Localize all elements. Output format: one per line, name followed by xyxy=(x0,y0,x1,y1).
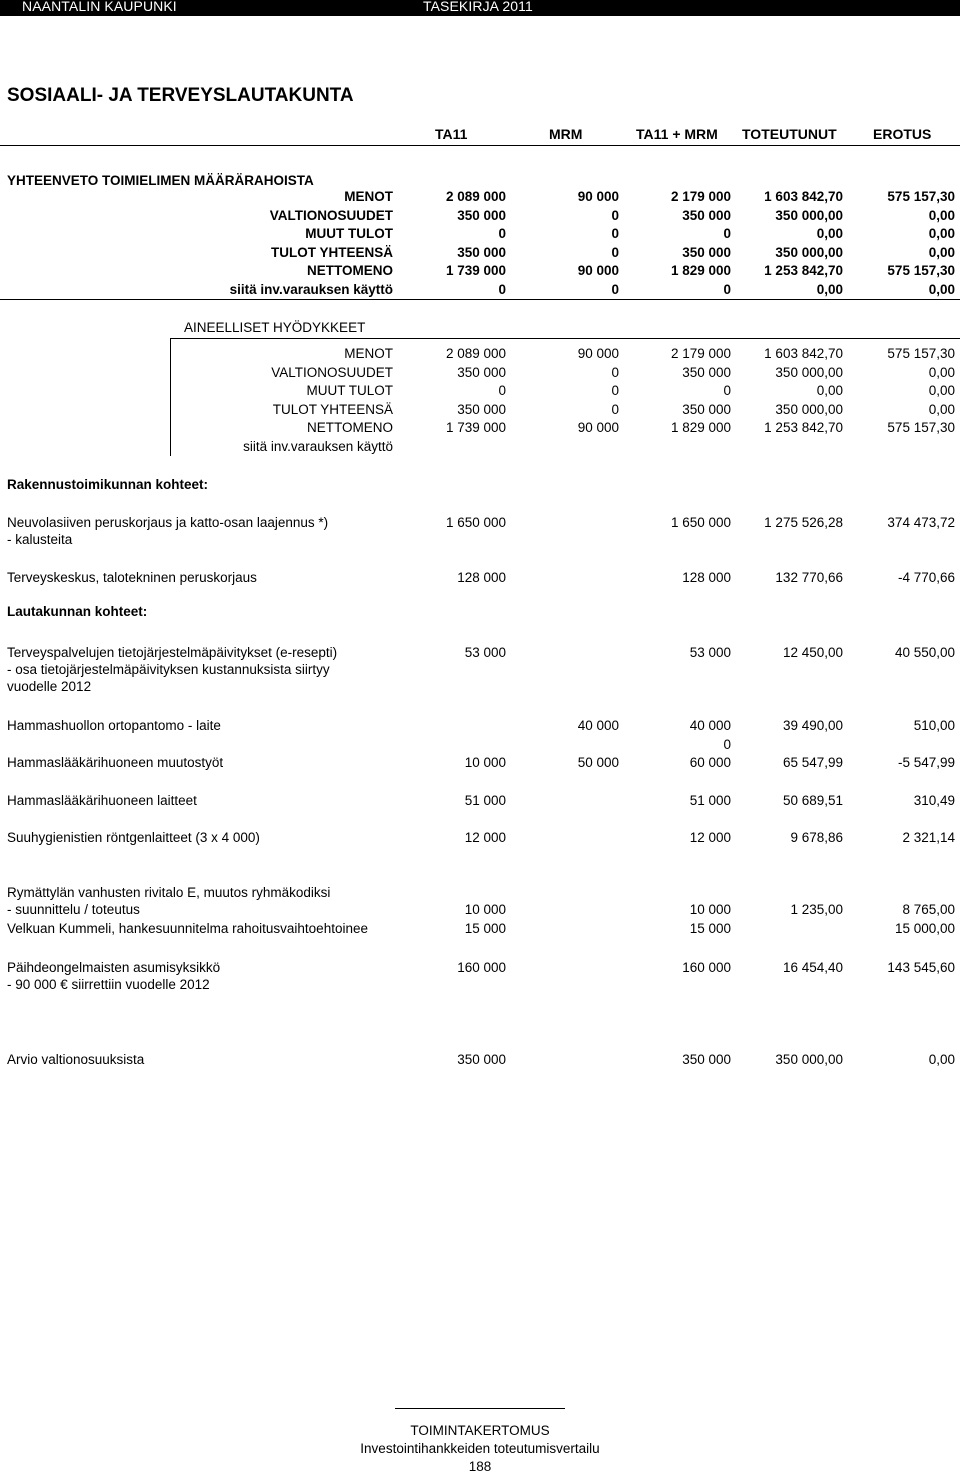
cell-value: 2 089 000 xyxy=(445,346,506,361)
row-label: MENOT xyxy=(344,346,393,361)
building-committee-heading: Rakennustoimikunnan kohteet: xyxy=(7,477,209,492)
cell-value: 40 000 xyxy=(689,718,731,733)
project-name: Arvio valtionosuuksista xyxy=(7,1052,145,1067)
cell-value: 0 xyxy=(723,281,731,297)
cell-value: 0 xyxy=(611,226,619,241)
cell-value: 350 000 xyxy=(682,207,731,223)
project-row xyxy=(0,1052,960,1070)
cell-value: 0 xyxy=(498,383,506,398)
cell-value: 60 000 xyxy=(689,755,731,770)
summary-heading: YHTEENVETO TOIMIELIMEN MÄÄRÄRAHOISTA xyxy=(7,173,314,188)
project-row xyxy=(0,718,960,752)
project-note: - osa tietojärjestelmäpäivityksen kustannuksista siirtyy xyxy=(7,662,330,677)
project-name: Neuvolasiiven peruskorjaus ja katto-osan laajennus *) xyxy=(7,515,329,530)
cell-value: 0,00 xyxy=(928,1052,955,1067)
cell-value: 65 547,99 xyxy=(782,755,843,770)
cell-value: 510,00 xyxy=(913,718,955,733)
table-row xyxy=(0,402,960,420)
cell-value: 0 xyxy=(611,207,619,223)
cell-value: 0,00 xyxy=(928,226,955,241)
cell-value: 350 000 xyxy=(457,244,506,260)
cell-value: 1 603 842,70 xyxy=(764,189,843,204)
cell-value: 2 321,14 xyxy=(902,830,955,845)
cell-value: 128 000 xyxy=(457,570,506,585)
cell-value: 51 000 xyxy=(464,793,506,808)
cell-value: 1 829 000 xyxy=(670,420,731,435)
summary-rule xyxy=(0,299,960,300)
cell-value: 40 000 xyxy=(577,718,619,733)
project-name: Rymättylän vanhusten rivitalo E, muutos ryhmäkodiksi xyxy=(7,885,331,900)
cell-value: 1 603 842,70 xyxy=(764,346,843,361)
cell-value: -4 770,66 xyxy=(897,570,955,585)
cell-value: 0 xyxy=(723,383,731,398)
row-label: TULOT YHTEENSÄ xyxy=(272,401,393,417)
cell-value: 350 000 xyxy=(682,1052,731,1067)
footer-section-title: TOIMINTAKERTOMUS xyxy=(410,1423,550,1438)
project-name: Terveyskeskus, talotekninen peruskorjaus xyxy=(7,570,257,585)
cell-value: 128 000 xyxy=(682,570,731,585)
cell-value: 350 000 xyxy=(682,244,731,260)
table-row xyxy=(0,189,960,207)
row-label: MENOT xyxy=(344,189,393,204)
cell-value: 1 253 842,70 xyxy=(764,420,843,435)
table-row xyxy=(0,208,960,226)
cell-value: 350 000 xyxy=(457,1052,506,1067)
cell-value: 0,00 xyxy=(928,364,955,380)
table-row xyxy=(0,282,960,300)
cell-value: 40 550,00 xyxy=(894,645,955,660)
column-header-ta11: TA11 xyxy=(435,126,468,142)
row-label: MUUT TULOT xyxy=(305,226,393,241)
cell-value: 2 089 000 xyxy=(445,189,506,204)
table-row xyxy=(0,245,960,263)
project-name: Hammaslääkärihuoneen laitteet xyxy=(7,793,197,808)
cell-value: 0 xyxy=(723,226,731,241)
cell-value: 575 157,30 xyxy=(887,420,955,435)
cell-value: 0 xyxy=(611,401,619,417)
cell-value: 1 235,00 xyxy=(790,902,843,917)
cell-value: 9 678,86 xyxy=(790,830,843,845)
cell-value: 0,00 xyxy=(928,281,955,297)
row-label: TULOT YHTEENSÄ xyxy=(270,244,393,260)
cell-value: 2 179 000 xyxy=(670,346,731,361)
cell-value: 143 545,60 xyxy=(887,960,955,975)
cell-value: 39 490,00 xyxy=(782,718,843,733)
cell-value: 90 000 xyxy=(577,346,619,361)
cell-value: 15 000 xyxy=(464,921,506,936)
project-note: vuodelle 2012 xyxy=(7,679,92,694)
column-header-mrm: MRM xyxy=(549,126,583,142)
cell-value: 15 000 xyxy=(689,921,731,936)
board-heading: Lautakunnan kohteet: xyxy=(7,604,148,619)
document-header-bar xyxy=(0,0,960,16)
cell-value: 350 000,00 xyxy=(775,244,843,260)
cell-value: 2 179 000 xyxy=(670,189,731,204)
cell-value: 1 829 000 xyxy=(670,263,731,278)
cell-value: 575 157,30 xyxy=(887,189,955,204)
cell-value: 1 739 000 xyxy=(445,420,506,435)
organization-name: NAANTALIN KAUPUNKI xyxy=(22,0,177,14)
cell-value: 374 473,72 xyxy=(887,515,955,530)
cell-value: 0 xyxy=(498,226,506,241)
table-row xyxy=(0,383,960,401)
cell-value: 160 000 xyxy=(682,960,731,975)
cell-value: 0 xyxy=(611,364,619,380)
cell-value: 0,00 xyxy=(816,281,843,297)
cell-value: 160 000 xyxy=(457,960,506,975)
project-row xyxy=(0,960,960,992)
page-number: 188 xyxy=(468,1459,492,1474)
cell-value: 0,00 xyxy=(816,383,843,398)
project-name: Hammashuollon ortopantomo - laite xyxy=(7,718,221,733)
row-label: NETTOMENO xyxy=(306,263,393,278)
column-header-toteutunut: TOTEUTUNUT xyxy=(742,126,837,142)
project-row xyxy=(0,885,960,917)
cell-value: 16 454,40 xyxy=(782,960,843,975)
column-header-erotus: EROTUS xyxy=(873,126,932,142)
project-row xyxy=(0,515,960,547)
project-name: Velkuan Kummeli, hankesuunnitelma rahoitusvaihtoehtoinee xyxy=(7,921,368,936)
cell-value: 53 000 xyxy=(464,645,506,660)
cell-value: 12 000 xyxy=(464,830,506,845)
cell-value: 350 000 xyxy=(457,207,506,223)
project-row xyxy=(0,830,960,848)
cell-value: 1 650 000 xyxy=(445,515,506,530)
cell-value: 0 xyxy=(611,281,619,297)
row-label: siitä inv.varauksen käyttö xyxy=(229,281,393,297)
row-label: siitä inv.varauksen käyttö xyxy=(243,438,393,454)
row-label: VALTIONOSUUDET xyxy=(271,364,393,380)
project-name: Hammaslääkärihuoneen muutostyöt xyxy=(7,755,224,770)
cell-value: 0 xyxy=(723,737,731,752)
row-label: VALTIONOSUUDET xyxy=(269,207,393,223)
table-row xyxy=(0,263,960,281)
cell-value: 1 275 526,28 xyxy=(764,515,843,530)
cell-value: 575 157,30 xyxy=(887,263,955,278)
cell-value: 51 000 xyxy=(689,793,731,808)
project-row xyxy=(0,645,960,694)
cell-value: 132 770,66 xyxy=(775,570,843,585)
project-row xyxy=(0,921,960,939)
cell-value: 0,00 xyxy=(816,226,843,241)
cell-value: 90 000 xyxy=(577,189,619,204)
footer-subtitle: Investointihankkeiden toteutumisvertailu xyxy=(360,1441,600,1456)
cell-value: 50 000 xyxy=(577,755,619,770)
assets-heading: AINEELLISET HYÖDYKKEET xyxy=(184,320,366,335)
cell-value: 0 xyxy=(498,281,506,297)
cell-value: 90 000 xyxy=(577,263,619,278)
project-name: Suuhygienistien röntgenlaitteet (3 x 4 000) xyxy=(7,830,260,845)
header-rule xyxy=(0,145,960,146)
table-row xyxy=(0,365,960,383)
cell-value: 350 000,00 xyxy=(775,1052,843,1067)
cell-value: 10 000 xyxy=(464,902,506,917)
cell-value: 350 000,00 xyxy=(775,364,843,380)
cell-value: -5 547,99 xyxy=(897,755,955,770)
cell-value: 10 000 xyxy=(464,755,506,770)
row-label: NETTOMENO xyxy=(306,420,393,435)
cell-value: 0,00 xyxy=(928,207,955,223)
footer-rule xyxy=(395,1408,565,1409)
cell-value: 12 000 xyxy=(689,830,731,845)
cell-value: 310,49 xyxy=(913,793,955,808)
page-title: SOSIAALI- JA TERVEYSLAUTAKUNTA xyxy=(7,85,354,106)
document-title: TASEKIRJA 2011 xyxy=(423,0,533,14)
cell-value: 0 xyxy=(611,244,619,260)
cell-value: 50 689,51 xyxy=(782,793,843,808)
cell-value: 10 000 xyxy=(689,902,731,917)
project-row xyxy=(0,570,960,588)
cell-value: 0,00 xyxy=(928,244,955,260)
cell-value: 15 000,00 xyxy=(894,921,955,936)
cell-value: 12 450,00 xyxy=(782,645,843,660)
project-row xyxy=(0,793,960,811)
project-note: - kalusteita xyxy=(7,532,73,547)
cell-value: 53 000 xyxy=(689,645,731,660)
project-note: - 90 000 € siirrettiin vuodelle 2012 xyxy=(7,977,210,992)
cell-value: 1 739 000 xyxy=(445,263,506,278)
cell-value: 350 000,00 xyxy=(775,207,843,223)
cell-value: 350 000,00 xyxy=(775,401,843,417)
cell-value: 350 000 xyxy=(682,364,731,380)
cell-value: 1 650 000 xyxy=(670,515,731,530)
cell-value: 0 xyxy=(611,383,619,398)
project-name: Terveyspalvelujen tietojärjestelmäpäivitykset (e-resepti) xyxy=(7,645,338,660)
cell-value: 350 000 xyxy=(682,401,731,417)
cell-value: 0,00 xyxy=(928,401,955,417)
cell-value: 8 765,00 xyxy=(902,902,955,917)
cell-value: 575 157,30 xyxy=(887,346,955,361)
project-note: - suunnittelu / toteutus xyxy=(7,902,140,917)
table-row xyxy=(0,226,960,244)
cell-value: 90 000 xyxy=(577,420,619,435)
cell-value: 1 253 842,70 xyxy=(764,263,843,278)
project-row xyxy=(0,755,960,773)
project-name: Päihdeongelmaisten asumisyksikkö xyxy=(7,960,221,975)
table-row xyxy=(0,346,960,364)
cell-value: 0,00 xyxy=(928,383,955,398)
row-label: MUUT TULOT xyxy=(306,383,393,398)
cell-value: 350 000 xyxy=(457,364,506,380)
table-row xyxy=(0,420,960,438)
table-row xyxy=(0,439,960,457)
column-header-ta11-mrm: TA11 + MRM xyxy=(636,126,718,142)
cell-value: 350 000 xyxy=(457,401,506,417)
